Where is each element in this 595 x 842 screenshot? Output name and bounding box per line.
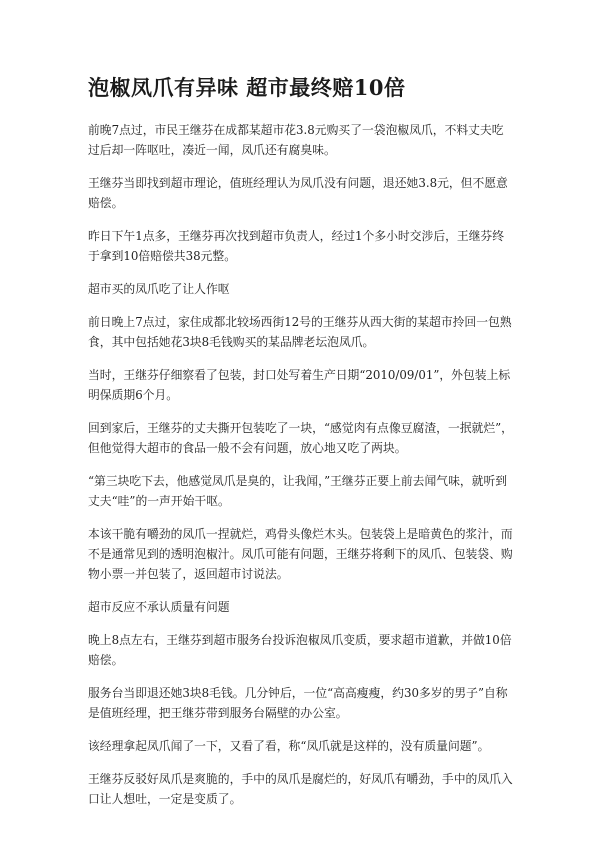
- body-paragraph: 昨日下午1点多，王继芬再次找到超市负责人，经过1个多小时交涉后，王继芬终于拿到10倍赔偿共38元整。: [88, 229, 505, 263]
- body-paragraph: 当时，王继芬仔细察看了包装，封口处写着生产日期“2010/09/01”，外包装上标明保质期6个月。: [88, 368, 511, 402]
- body-paragraph: 王继芬反驳好凤爪是爽脆的，手中的凤爪是腐烂的，好凤爪有嚼劲，手中的凤爪入口让人想吐，一定是变质了。: [88, 772, 513, 806]
- body-paragraph: 服务台当即退还她3块8毛钱。几分钟后，一位“高高瘦瘦，约30多岁的男子”自称是值班经理，把王继芬带到服务台隔壁的办公室。: [88, 686, 508, 720]
- body-paragraph: “第三块吃下去，他感觉凤爪是臭的，让我闻，”王继芬正要上前去闻气味，就听到丈夫“哇”的一声开始干呕。: [88, 474, 508, 508]
- body-paragraph: 晚上8点左右，王继芬到超市服务台投诉泡椒凤爪变质，要求超市道歉，并做10倍赔偿。: [88, 633, 512, 667]
- section-subheading: 超市买的凤爪吃了让人作呕: [88, 282, 230, 296]
- article-body: [88, 120, 513, 822]
- body-paragraph: 前晚7点过，市民王继芬在成都某超市花3.8元购买了一袋泡椒凤爪，不料丈夫吃过后却一阵呕吐，凑近一闻，凤爪还有腐臭味。: [88, 123, 504, 157]
- body-paragraph: 本该干脆有嚼劲的凤爪一捏就烂，鸡骨头像烂木头。包装袋上是暗黄色的浆汁，而不是通常见到的透明泡椒汁。凤爪可能有问题，王继芬将剩下的凤爪、包装袋、购物小票一并包装了，返回超市讨说法。: [88, 527, 513, 581]
- body-paragraph: 王继芬当即找到超市理论，值班经理认为凤爪没有问题，退还她3.8元，但不愿意赔偿。: [88, 176, 508, 210]
- body-paragraph: 该经理拿起凤爪闻了一下，又看了看，称“凤爪就是这样的，没有质量问题”。: [88, 739, 490, 753]
- body-paragraph: 回到家后，王继芬的丈夫撕开包装吃了一块，“感觉肉有点像豆腐渣，一抿就烂”，但他觉得大超市的食品一般不会有问题，放心地又吃了两块。: [88, 421, 513, 455]
- body-paragraph: 前日晚上7点过，家住成都北较场西街12号的王继芬从西大街的某超市拎回一包熟食，其中包括她花3块8毛钱购买的某品牌老坛泡凤爪。: [88, 315, 512, 349]
- article-title: 泡椒凤爪有异味 超市最终赔10倍: [88, 75, 406, 100]
- section-subheading: 超市反应不承认质量有问题: [88, 600, 230, 614]
